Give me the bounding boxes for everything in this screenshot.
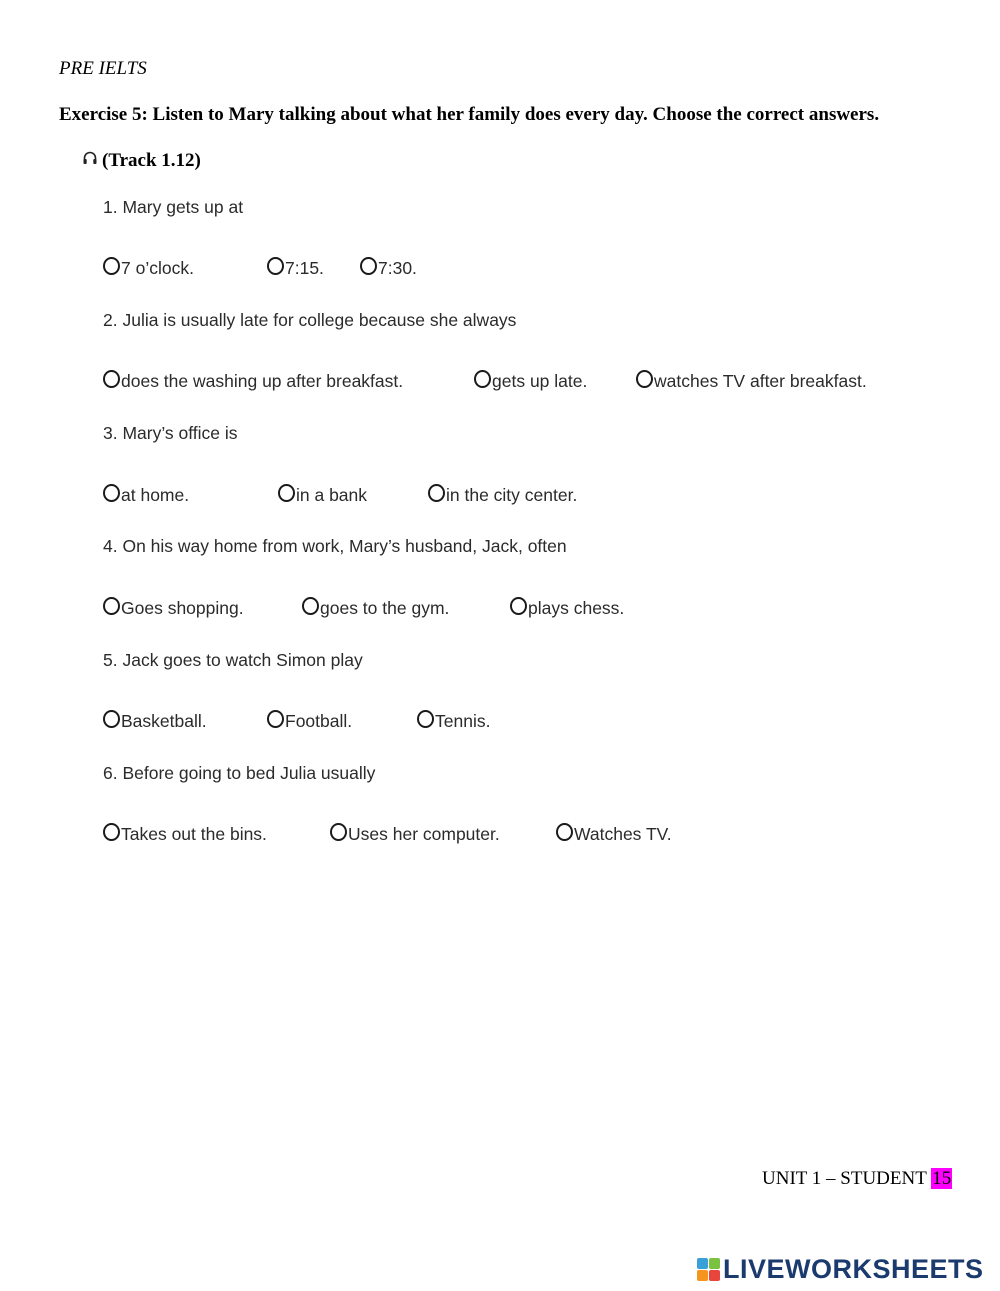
q6-option-a[interactable] <box>103 824 267 845</box>
q1-option-b[interactable] <box>267 258 324 279</box>
q3-option-c[interactable] <box>428 485 577 506</box>
option-label: gets up late. <box>492 371 588 391</box>
radio-icon[interactable] <box>267 257 284 275</box>
track-text: (Track 1.12) <box>102 150 201 171</box>
q6-option-b[interactable] <box>330 824 500 845</box>
logo-block <box>709 1270 720 1281</box>
option-label: Uses her computer. <box>348 824 500 844</box>
q3-option-a[interactable] <box>103 485 189 506</box>
option-label: Tennis. <box>435 711 491 731</box>
question-1: 1. Mary gets up at <box>103 197 244 217</box>
headphones-icon <box>82 150 98 172</box>
option-label: at home. <box>121 485 190 505</box>
option-label: goes to the gym. <box>320 598 450 618</box>
radio-icon[interactable] <box>474 370 491 388</box>
option-label: Football. <box>285 711 353 731</box>
radio-icon[interactable] <box>428 484 445 502</box>
q5-option-a[interactable] <box>103 711 207 732</box>
radio-icon[interactable] <box>556 823 573 841</box>
logo-block <box>709 1258 720 1269</box>
course-header: PRE IELTS <box>59 58 147 79</box>
q5-option-b[interactable] <box>267 711 352 732</box>
radio-icon[interactable] <box>360 257 377 275</box>
logo-mark-icon <box>697 1258 720 1281</box>
option-label: does the washing up after breakfast. <box>121 371 404 391</box>
question-3: 3. Mary’s office is <box>103 423 238 443</box>
q4-option-b[interactable] <box>302 598 449 619</box>
track-label[interactable] <box>82 150 201 172</box>
q2-option-a[interactable] <box>103 371 403 392</box>
radio-icon[interactable] <box>103 710 120 728</box>
q5-option-c[interactable] <box>417 711 490 732</box>
radio-icon[interactable] <box>103 370 120 388</box>
q4-option-c[interactable] <box>510 598 624 619</box>
q4-option-a[interactable] <box>103 598 244 619</box>
option-label: plays chess. <box>528 598 625 618</box>
question-6: 6. Before going to bed Julia usually <box>103 763 376 783</box>
page-footer <box>762 1168 952 1190</box>
q1-option-c[interactable] <box>360 258 417 279</box>
liveworksheets-logo[interactable] <box>697 1254 984 1285</box>
page-number: 15 <box>932 1168 952 1189</box>
option-label: 7 o’clock. <box>121 258 194 278</box>
option-label: 7:30. <box>378 258 417 278</box>
option-label: Goes shopping. <box>121 598 244 618</box>
q1-option-a[interactable] <box>103 258 194 279</box>
radio-icon[interactable] <box>636 370 653 388</box>
radio-icon[interactable] <box>278 484 295 502</box>
q6-option-c[interactable] <box>556 824 672 845</box>
logo-block <box>697 1270 708 1281</box>
radio-icon[interactable] <box>103 597 120 615</box>
radio-icon[interactable] <box>417 710 434 728</box>
radio-icon[interactable] <box>330 823 347 841</box>
radio-icon[interactable] <box>510 597 527 615</box>
question-5: 5. Jack goes to watch Simon play <box>103 650 363 670</box>
footer-label: UNIT 1 – STUDENT <box>762 1168 932 1189</box>
option-label: in a bank <box>296 485 368 505</box>
option-label: 7:15. <box>285 258 324 278</box>
option-label: Watches TV. <box>574 824 672 844</box>
q2-option-c[interactable] <box>636 371 867 392</box>
logo-text: LIVEWORKSHEETS <box>723 1254 984 1284</box>
option-label: in the city center. <box>446 485 578 505</box>
option-label: Basketball. <box>121 711 207 731</box>
question-2: 2. Julia is usually late for college because she always <box>103 310 517 330</box>
radio-icon[interactable] <box>103 484 120 502</box>
radio-icon[interactable] <box>302 597 319 615</box>
question-4: 4. On his way home from work, Mary’s husband, Jack, often <box>103 536 567 556</box>
option-label: watches TV after breakfast. <box>654 371 867 391</box>
q2-option-b[interactable] <box>474 371 587 392</box>
radio-icon[interactable] <box>103 823 120 841</box>
radio-icon[interactable] <box>103 257 120 275</box>
exercise-title: Exercise 5: Listen to Mary talking about what her family does every day. Choose the correct answers. <box>59 104 880 125</box>
radio-icon[interactable] <box>267 710 284 728</box>
option-label: Takes out the bins. <box>121 824 267 844</box>
logo-block <box>697 1258 708 1269</box>
q3-option-b[interactable] <box>278 485 367 506</box>
